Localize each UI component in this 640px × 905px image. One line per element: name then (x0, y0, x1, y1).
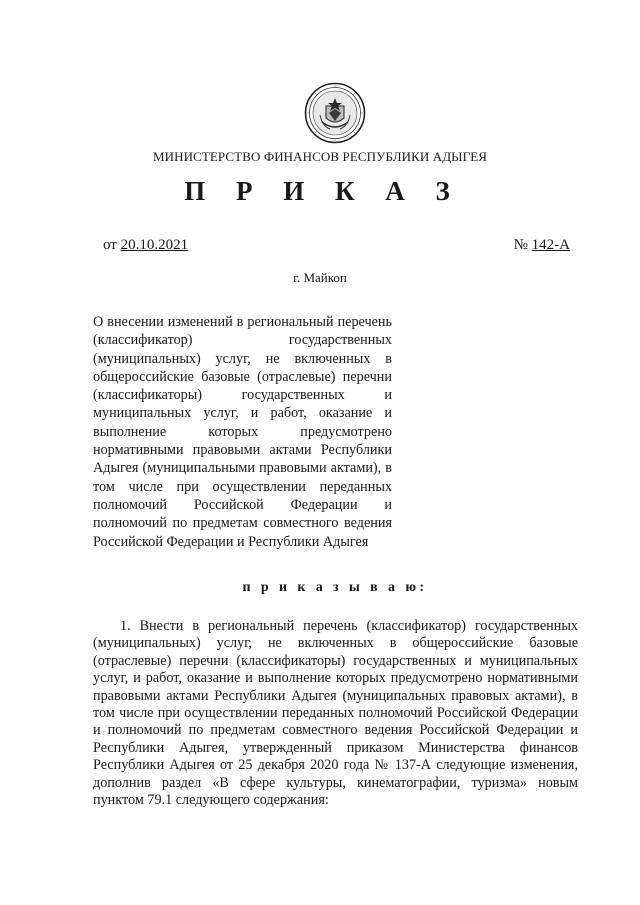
order-date-line (103, 237, 188, 254)
coat-of-arms-graphic (304, 82, 366, 144)
ministry-name: МИНИСТЕРСТВО ФИНАНСОВ РЕСПУБЛИКИ АДЫГЕЯ (152, 149, 488, 164)
order-date: 20.10.2021 (120, 237, 189, 253)
order-number-line (514, 237, 570, 254)
document-type-title: П Р И К А З (184, 176, 462, 206)
order-directive-word: п р и к а з ы в а ю: (242, 580, 428, 595)
number-prefix: № (513, 237, 528, 253)
order-number: 142-А (531, 237, 570, 253)
coat-of-arms-icon (304, 82, 366, 144)
paragraph-1: 1. Внести в региональный перечень (классификатор) государственных (муниципальных) услуг, не включенных в общероссийские базовые (отраслевые) перечни (классификаторы) государственных и муниципальных услуг, и работ, оказание и выполнение которых предусмотрено нормативными правовыми актами Республики Адыгея (муниципальных правовых актами), в том числе при осуществлении переданных полномочий Российской Федерации и полномочий по предметам совместного ведения Российской Федерации и Республики Адыгея, утвержденный приказом Министерства финансов Республики Адыгея от 25 декабря 2020 года № 137-А следующие изменения, дополнив раздел «В сфере культуры, кинематографии, туризма» новым пунктом 79.1 следующего содержания: (93, 618, 578, 809)
city-name: г. Майкоп (293, 270, 347, 285)
date-prefix: от (103, 237, 117, 253)
order-subject: О внесении изменений в региональный перечень (классификатор) государственных (муниципальных) услуг, не включенных в общероссийские базовые (отраслевые) перечни (классификаторы) государственных и муниципальных услуг, и работ, оказание и выполнение которых предусмотрено нормативными правовыми актами Республики Адыгея (муниципальными правовыми актами), в том числе при осуществлении переданных полномочий Российской Федерации и полномочий по предметам совместного ведения Российской Федерации и Республики Адыгея (93, 314, 392, 550)
